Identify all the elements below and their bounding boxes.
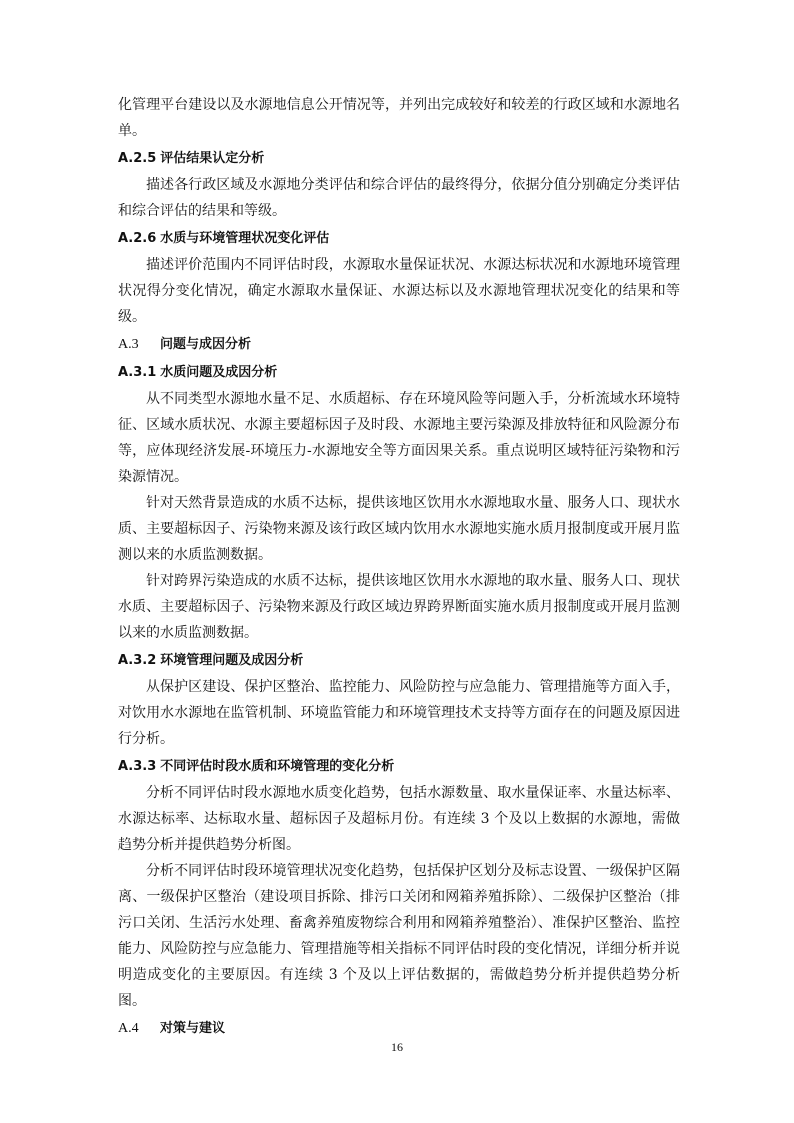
document-body [118,92,680,1042]
section-heading [118,1016,680,1042]
heading-title: 对策与建议 [160,1021,226,1036]
heading-number: A.2.5 [118,151,157,166]
paragraph: 化管理平台建设以及水源地信息公开情况等，并列出完成较好和较差的行政区域和水源地名单。 [118,97,680,139]
paragraph: 分析不同评估时段环境管理状况变化趋势，包括保护区划分及标志设置、一级保护区隔离、一级保护区整治（建设项目拆除、排污口关闭和网箱养殖拆除）、二级保护区整治（排污口关闭、生活污水处理、畜禽养殖废物综合利用和网箱养殖整治）、准保护区整治、监控能力、风险防控与应急能力、管理措施等相关指标不同评估时段的变化情况，详细分析并说明造成变化的主要原因。有连续 3 个及以上评估数据的，需做趋势分析并提供趋势分析图。 [118,863,680,1009]
subsection-heading [118,146,680,172]
heading-number: A.3 [118,337,139,352]
subsection-heading [118,754,680,780]
heading-title: 不同评估时段水质和环境管理的变化分析 [160,759,395,774]
heading-title: 水质问题及成因分析 [160,365,278,380]
paragraph: 从不同类型水源地水量不足、水质超标、存在环境风险等问题入手，分析流域水环境特征、区域水质状况、水源主要超标因子及时段、水源地主要污染源及排放特征和风险源分布等，应体现经济发展-环境压力-水源地安全等方面因果关系。重点说明区域特征污染物和污染源情况。 [118,391,680,485]
heading-title: 水质与环境管理状况变化评估 [160,231,330,246]
heading-title: 评估结果认定分析 [160,151,265,166]
heading-title: 问题与成因分析 [160,337,252,352]
heading-number: A.4 [118,1021,139,1036]
heading-number: A.3.1 [118,365,157,380]
subsection-heading [118,648,680,674]
paragraph: 描述各行政区域及水源地分类评估和综合评估的最终得分，依据分值分别确定分类评估和综合评估的结果和等级。 [118,177,680,219]
heading-number: A.3.2 [118,653,157,668]
heading-title: 环境管理问题及成因分析 [160,653,304,668]
paragraph: 从保护区建设、保护区整治、监控能力、风险防控与应急能力、管理措施等方面入手，对饮用水水源地在监管机制、环境监管能力和环境管理技术支持等方面存在的问题及原因进行分析。 [118,679,680,747]
subsection-heading [118,360,680,386]
subsection-heading [118,226,680,252]
heading-number: A.2.6 [118,231,157,246]
paragraph: 针对天然背景造成的水质不达标，提供该地区饮用水水源地取水量、服务人口、现状水质、主要超标因子、污染物来源及该行政区域内饮用水水源地实施水质月报制度或开展月监测以来的水质监测数据。 [118,495,680,563]
page-number: 16 [391,1040,403,1054]
paragraph: 分析不同评估时段水源地水质变化趋势，包括水源数量、取水量保证率、水量达标率、水源达标率、达标取水量、超标因子及超标月份。有连续 3 个及以上数据的水源地，需做趋势分析并提供趋势分析图。 [118,785,680,853]
paragraph: 针对跨界污染造成的水质不达标，提供该地区饮用水水源地的取水量、服务人口、现状水质、主要超标因子、污染物来源及行政区域边界跨界断面实施水质月报制度或开展月监测以来的水质监测数据。 [118,573,680,641]
section-heading [118,332,680,358]
heading-number: A.3.3 [118,759,157,774]
paragraph: 描述评价范围内不同评估时段，水源取水量保证状况、水源达标状况和水源地环境管理状况得分变化情况，确定水源取水量保证、水源达标以及水源地管理状况变化的结果和等级。 [118,257,680,325]
